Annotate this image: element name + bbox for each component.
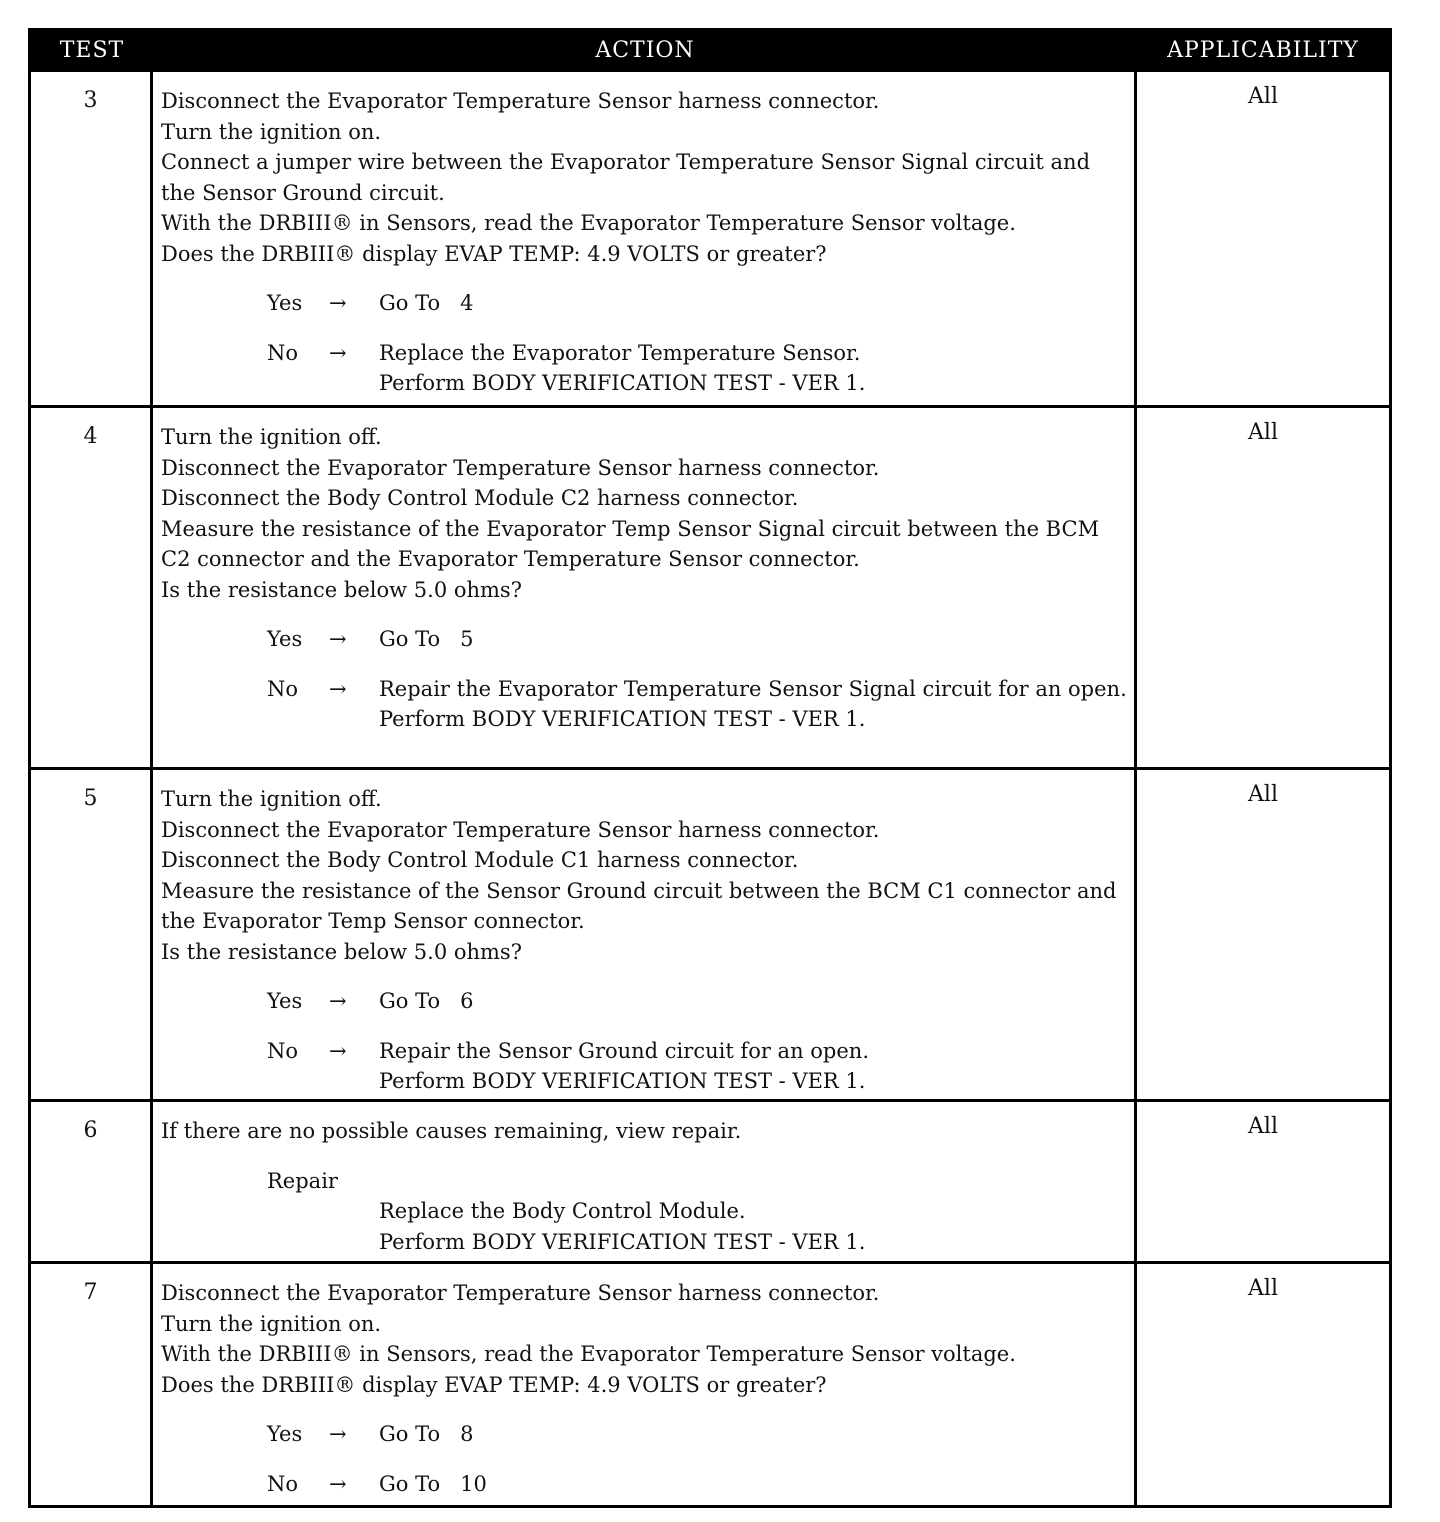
repair-body: [379, 1196, 1128, 1257]
test-number: 7: [31, 1264, 153, 1505]
step-text: Turn the ignition off.: [161, 787, 382, 811]
step-text: Turn the ignition on.: [161, 1311, 382, 1336]
test-number: 5: [31, 770, 153, 1099]
step-text: Disconnect the Evaporator Temperature Sensor harness connector.: [161, 89, 880, 113]
action-cell: [153, 1264, 1137, 1505]
action-cell: [153, 770, 1137, 1099]
arrow-right-icon: →: [329, 340, 347, 365]
test-number: 6: [31, 1102, 153, 1261]
step-text: Disconnect the Body Control Module C2 harness connector.: [161, 486, 799, 510]
header-test: TEST: [59, 37, 125, 63]
no-outcome: [161, 674, 1128, 735]
arrow-right-icon: →: [329, 1038, 347, 1063]
step-text: Does the DRBIII® display EVAP TEMP: 4.9 VOLTS or greater?: [161, 241, 827, 266]
no-outcome: [161, 1036, 1128, 1097]
table-row: [31, 1099, 1389, 1261]
applicability-cell: All: [1248, 782, 1278, 807]
step-text: Turn the ignition on.: [161, 119, 382, 144]
arrow-right-icon: →: [329, 627, 347, 651]
arrow-right-icon: →: [329, 1422, 347, 1446]
yes-label: Yes: [267, 627, 303, 651]
action-cell: [153, 408, 1137, 767]
table-row: [31, 1261, 1389, 1505]
outcome-text: Repair the Sensor Ground circuit for an open.: [379, 1038, 869, 1063]
step-text: Disconnect the Evaporator Temperature Sensor harness connector.: [161, 455, 880, 480]
outcome-text: Perform BODY VERIFICATION TEST - VER 1.: [379, 371, 866, 395]
step-text: Measure the resistance of the Sensor Ground circuit between the BCM C1 connector and the Evaporator Temp Sensor connector.: [161, 878, 1117, 933]
step-text: With the DRBIII® in Sensors, read the Evaporator Temperature Sensor voltage.: [161, 211, 1016, 235]
no-outcome: [161, 338, 1128, 399]
applicability-cell: All: [1248, 84, 1278, 109]
yes-label: Yes: [267, 1422, 303, 1446]
step-text: Does the DRBIII® display EVAP TEMP: 4.9 VOLTS or greater?: [161, 1372, 827, 1397]
outcome-text: Go To 10: [379, 1471, 487, 1496]
action-cell: [153, 1102, 1137, 1261]
step-text: Disconnect the Body Control Module C1 harness connector.: [161, 848, 799, 872]
step-text: Is the resistance below 5.0 ohms?: [161, 577, 522, 602]
yes-label: Yes: [267, 291, 303, 315]
arrow-right-icon: →: [329, 989, 347, 1013]
outcome-text: Go To 8: [379, 1422, 474, 1446]
step-text: Connect a jumper wire between the Evaporator Temperature Sensor Signal circuit and the Sensor Ground circuit.: [161, 150, 1091, 205]
yes-outcome: [161, 288, 1128, 319]
outcome-text: Go To 5: [379, 627, 474, 651]
header-action: ACTION: [595, 37, 695, 63]
outcome-text: Replace the Evaporator Temperature Sensor.: [379, 340, 861, 365]
step-text: With the DRBIII® in Sensors, read the Evaporator Temperature Sensor voltage.: [161, 1342, 1016, 1366]
applicability-cell: All: [1248, 420, 1278, 445]
test-number: 3: [31, 72, 153, 405]
yes-outcome: [161, 986, 1128, 1017]
step-text: If there are no possible causes remaining, view repair.: [161, 1119, 742, 1143]
step-text: Disconnect the Evaporator Temperature Sensor harness connector.: [161, 1281, 880, 1305]
step-text: Measure the resistance of the Evaporator Temp Sensor Signal circuit between the BCM C2 connector and the Evaporator Temperature Sensor connector.: [161, 516, 1100, 571]
yes-label: Yes: [267, 989, 303, 1013]
outcome-text: Repair the Evaporator Temperature Sensor Signal circuit for an open.: [379, 676, 1127, 701]
header-applicability: APPLICABILITY: [1167, 37, 1359, 63]
step-text: Disconnect the Evaporator Temperature Sensor harness connector.: [161, 817, 880, 842]
step-text: Is the resistance below 5.0 ohms?: [161, 939, 522, 964]
outcome-text: Go To 4: [379, 291, 474, 315]
applicability-cell: All: [1248, 1276, 1278, 1301]
repair-text: Perform BODY VERIFICATION TEST - VER 1.: [379, 1229, 866, 1254]
applicability-cell: All: [1248, 1114, 1278, 1139]
no-label: No: [267, 1471, 299, 1496]
outcome-text: Go To 6: [379, 989, 474, 1013]
table-row: [31, 767, 1389, 1099]
yes-outcome: [161, 624, 1128, 655]
test-number: 4: [31, 408, 153, 767]
diagnostic-table: [28, 28, 1392, 1508]
arrow-right-icon: →: [329, 291, 347, 315]
arrow-right-icon: →: [329, 1471, 347, 1496]
outcome-text: Perform BODY VERIFICATION TEST - VER 1.: [379, 707, 866, 731]
arrow-right-icon: →: [329, 676, 347, 701]
no-outcome: [161, 1469, 1128, 1500]
no-label: No: [267, 676, 299, 701]
yes-outcome: [161, 1419, 1128, 1450]
outcome-text: Perform BODY VERIFICATION TEST - VER 1.: [379, 1069, 866, 1093]
table-header: [31, 31, 1389, 69]
no-label: No: [267, 1038, 299, 1063]
repair-text: Replace the Body Control Module.: [379, 1199, 746, 1223]
table-row: [31, 405, 1389, 767]
action-cell: [153, 72, 1137, 405]
no-label: No: [267, 340, 299, 365]
table-row: [31, 69, 1389, 405]
repair-label: Repair: [267, 1168, 338, 1193]
step-text: Turn the ignition off.: [161, 425, 382, 449]
